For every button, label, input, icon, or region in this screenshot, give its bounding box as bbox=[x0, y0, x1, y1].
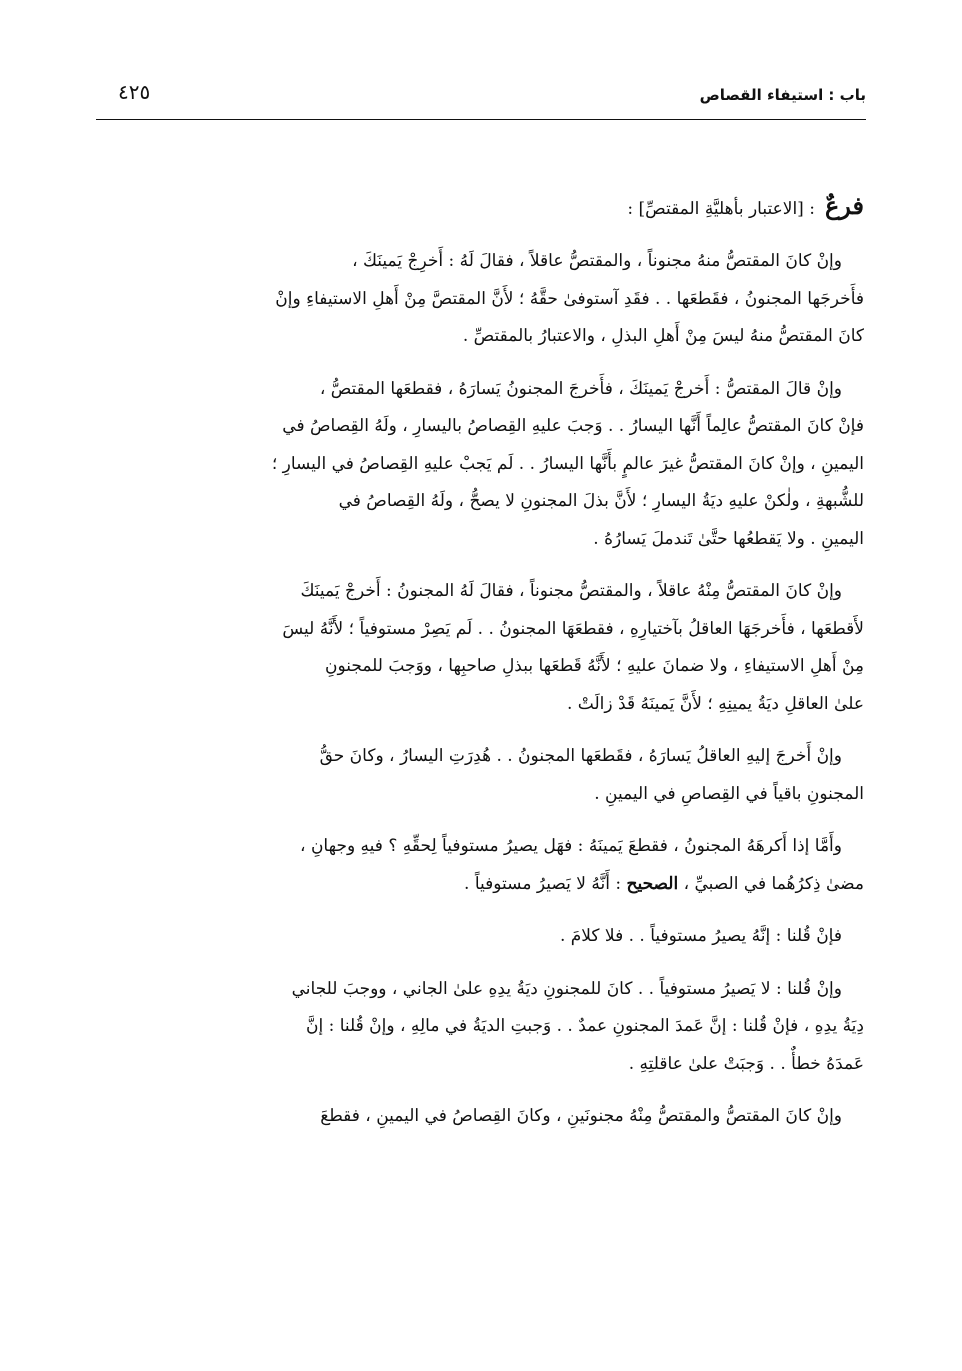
text-line: وإنْ كانَ المقتصُّ منهُ مجنوناً ، والمقتصُّ عاقلاً ، فقالَ لَهُ : أَخرِجْ يَمينَكَ ، bbox=[352, 251, 842, 271]
text-line: كانَ المقتصُّ منهُ ليسَ مِنْ أَهلِ البذلِ ، والاعتبارُ بالمقتصِّ . bbox=[462, 326, 864, 346]
text-segment: مضىٰ ذِكرُهُما في الصبيِّ ، bbox=[683, 873, 864, 894]
paragraph-2 bbox=[98, 371, 864, 559]
text-line: فإنْ قُلنا : إنَّهُ يصيرُ مستوفياً . . فلا كلامَ . bbox=[559, 926, 842, 946]
text-line: مِنْ أَهلِ الاستيفاءِ ، ولا ضمانَ عليهِ ؛ لأَنَّهُ قَطعَها ببذلِ صاحبِها ، ووَجبَ للمجنونِ bbox=[324, 656, 864, 676]
running-title: باب : استيفاء القصاص bbox=[699, 86, 866, 104]
paragraph-3 bbox=[98, 573, 864, 723]
header-rule bbox=[96, 119, 866, 120]
paragraph-5 bbox=[98, 828, 864, 903]
text-segment: : أَنَّهُ لا يَصيرُ مستوفياً . bbox=[464, 873, 622, 894]
text-line: اليمينِ . ولا يَقطعُها حتَّىٰ تَندملَ يَسارُهُ . bbox=[593, 528, 864, 549]
text-line: وإنْ كانَ المقتصُّ مِنْهُ عاقلاً ، والمقتصُّ مجنوناً ، فقالَ لَهُ المجنونُ : أَخرجْ يَمينَكَ bbox=[300, 581, 842, 601]
paragraph-1 bbox=[98, 243, 864, 356]
text-line bbox=[98, 866, 864, 904]
paragraph-4 bbox=[98, 738, 864, 813]
paragraph-7 bbox=[98, 971, 864, 1084]
emphasis-term: الصحيح bbox=[626, 873, 679, 894]
paragraph-6 bbox=[98, 918, 864, 956]
text-line: اليمينِ ، وإنْ كانَ المقتصُّ غيرَ عالمٍ بأَنَّها اليسارُ . . لَم يَجبْ عليهِ القِصاصُ في اليسارِ ؛ bbox=[271, 453, 864, 474]
page-number: ٤٢٥ bbox=[118, 80, 151, 104]
text-line: فأَخرجَها المجنونُ ، فقَطعَها . . فقَدِ آستوفىٰ حقَّهُ ؛ لأَنَّ المقتصَّ مِنْ أَهلِ الاستيفاءِ وإنْ bbox=[275, 288, 864, 309]
page-body bbox=[98, 190, 864, 1151]
text-line: لأَقطعَها ، فأَخرجَهَا العاقلُ بآختيارِهِ ، فقطعَهَا المجنونُ . . لَم يَصِرْ مستوفياً ؛ لأَنَّهُ ليسَ bbox=[282, 618, 864, 639]
text-line: عَمدَهُ خطأٌ . . وَجبَتْ علىٰ عاقلتِهِ . bbox=[628, 1053, 864, 1074]
text-line: وأَمَّا إذا أَكرهَهُ المجنونُ ، فقطعَ يَمينَهُ : فهَل يصيرُ مستوفياً لِحقِّهِ ؟ فيهِ وجهانِ ، bbox=[300, 836, 842, 856]
text-line: وإنْ قالَ المقتصُّ : أَخرجْ يَمينَكَ ، فأَخرجَ المجنونُ يَسارَهُ ، فقطعَها المقتصُّ ، bbox=[319, 378, 842, 399]
text-line: وإنْ أَخرجَ إليهِ العاقلُ يَسارَهُ ، فقَطعَها المجنونُ . . هُدِرَتِ اليسارُ ، وكانَ حقُّ bbox=[319, 746, 842, 766]
text-line: فإنْ كانَ المقتصُّ عالِماً أَنَّها اليسارُ . . وَجبَ عليهِ القِصاصُ باليسارِ ، ولَهُ القِصاصُ في bbox=[282, 416, 864, 436]
text-line: المجنونِ باقياً في القِصاصِ في اليمينِ . bbox=[594, 783, 864, 804]
paragraph-8 bbox=[98, 1098, 864, 1136]
text-line: للشُّبهةِ ، ولٰكنْ عليهِ ديَةُ اليسارِ ؛ لأَنَّ بذلَ المجنونِ لا يصحُّ ، ولَهُ القِصاصُ في bbox=[338, 491, 864, 511]
section-title: : [الاعتبار بأهليَّةِ المقتصِّ] : bbox=[627, 199, 815, 219]
text-line: وإنْ كانَ المقتصُّ والمقتصُّ مِنْهُ مجنونَينِ ، وكانَ القِصاصُ في اليمينِ ، فقطعَ bbox=[320, 1106, 842, 1126]
text-line: وإنْ قُلنا : لا يَصيرُ مستوفياً . . كانَ للمجنونِ ديَةُ يدِهِ علىٰ الجاني ، ووجبَ للجاني bbox=[291, 978, 842, 999]
section-heading bbox=[98, 190, 864, 225]
section-label: فرعٌ bbox=[824, 191, 864, 220]
text-line: دِيَةُ يدِهِ ، فإنْ قُلنا : إنَّ عَمدَ المجنونِ عمدٌ . . وَجبتِ الديَةُ في مالِهِ ، وإنْ قُلنا : إنَّ bbox=[305, 1016, 864, 1036]
text-line: علىٰ العاقلِ ديَةُ يمينِهِ ؛ لأَنَّ يَمينَهُ قَدْ زالَتْ . bbox=[567, 693, 864, 714]
page-header bbox=[96, 80, 866, 116]
